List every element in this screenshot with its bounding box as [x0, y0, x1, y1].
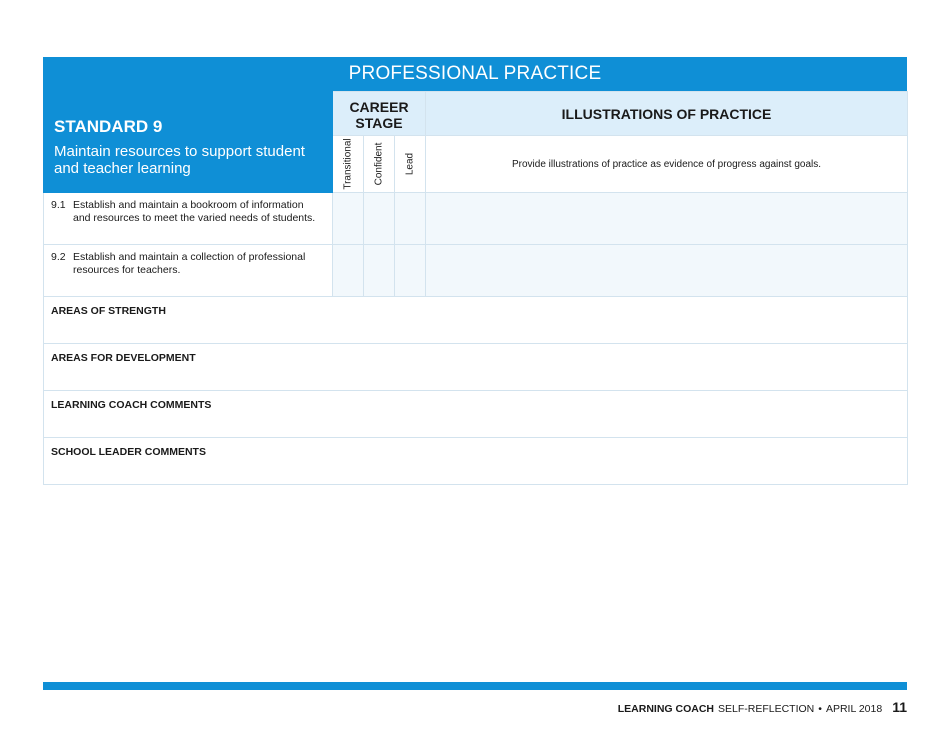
footer-date: APRIL 2018: [825, 703, 883, 715]
areas-for-development-row: [44, 344, 908, 391]
footer-bar: [43, 682, 907, 690]
standard-item: 9.1 Establish and maintain a bookroom of information and resources to meet the varied needs of students.: [44, 193, 333, 245]
footer-separator: •: [818, 703, 822, 715]
section-title: PROFESSIONAL PRACTICE: [43, 57, 907, 91]
illustrations-prompt: Provide illustrations of practice as evidence of progress against goals.: [426, 136, 908, 193]
footer-title-bold: LEARNING COACH: [617, 703, 714, 715]
areas-for-development-field[interactable]: AREAS FOR DEVELOPMENT: [44, 344, 908, 391]
standard-item-row: [44, 193, 908, 245]
confident-checkbox[interactable]: [364, 245, 395, 297]
areas-of-strength-row: [44, 297, 908, 344]
footer-title-rest: SELF-REFLECTION: [718, 703, 815, 715]
transitional-checkbox[interactable]: [333, 193, 364, 245]
stage-lead: Lead: [395, 136, 426, 193]
standard-description: Maintain resources to support student and teacher learning: [54, 143, 305, 177]
school-leader-comments-field[interactable]: SCHOOL LEADER COMMENTS: [44, 438, 908, 485]
standard-item-row: [44, 245, 908, 297]
page-number: 11: [892, 699, 907, 715]
transitional-checkbox[interactable]: [333, 245, 364, 297]
learning-coach-comments-row: [44, 391, 908, 438]
stage-confident: Confident: [364, 136, 395, 193]
school-leader-comments-row: [44, 438, 908, 485]
illustrations-heading: ILLUSTRATIONS OF PRACTICE: [426, 92, 908, 136]
areas-of-strength-field[interactable]: AREAS OF STRENGTH: [44, 297, 908, 344]
stage-transitional: Transitional: [333, 136, 364, 193]
page-footer: [618, 699, 907, 715]
standard-table: [43, 91, 908, 485]
reflection-sheet: [43, 57, 907, 485]
career-stage-heading: CAREER STAGE: [333, 92, 426, 136]
header-row: [44, 92, 908, 136]
lead-checkbox[interactable]: [395, 245, 426, 297]
confident-checkbox[interactable]: [364, 193, 395, 245]
lead-checkbox[interactable]: [395, 193, 426, 245]
learning-coach-comments-field[interactable]: LEARNING COACH COMMENTS: [44, 391, 908, 438]
illustration-entry[interactable]: [426, 245, 908, 297]
illustration-entry[interactable]: [426, 193, 908, 245]
standard-title: STANDARD 9: [54, 117, 163, 136]
standard-cell: [44, 92, 333, 193]
standard-item: 9.2 Establish and maintain a collection of professional resources for teachers.: [44, 245, 333, 297]
